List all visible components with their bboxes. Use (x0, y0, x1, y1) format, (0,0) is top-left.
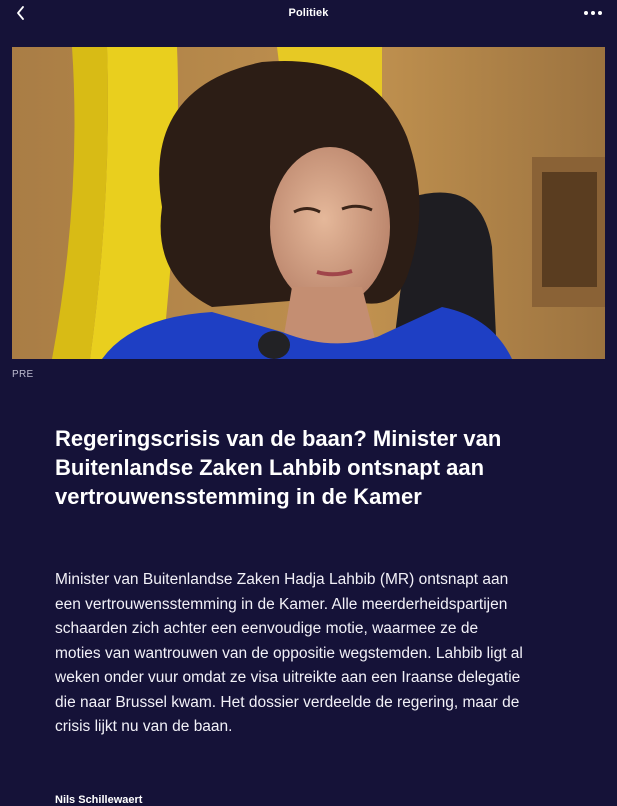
top-bar (0, 0, 617, 28)
section-title: Politiek (288, 7, 329, 19)
image-credit: PRE (12, 369, 34, 380)
article-author[interactable]: Nils Schillewaert (55, 794, 143, 806)
more-horizontal-icon (583, 6, 603, 20)
article-headline: Regeringscrisis van de baan? Minister van Buitenlandse Zaken Lahbib ontsnapt aan vertrouwensstemming in de Kamer (55, 426, 502, 509)
article-lead: Minister van Buitenlandse Zaken Hadja Lahbib (MR) ontsnapt aan een vertrouwensstemming in de Kamer. Alle meerderheidspartijen schaarden zich achter een eenvoudige motie, waarmee ze de moties van wantrouwen van de oppositie wegstemden. Lahbib ligt al weken onder vuur omdat ze visa uitreikte aan een Iraanse delegatie die naar Brussel kwam. Het dossier verdeelde de regering, maar de crisis lijkt nu van de baan. (55, 571, 523, 735)
more-options-button[interactable] (583, 6, 603, 20)
article-hero-image (12, 47, 605, 359)
